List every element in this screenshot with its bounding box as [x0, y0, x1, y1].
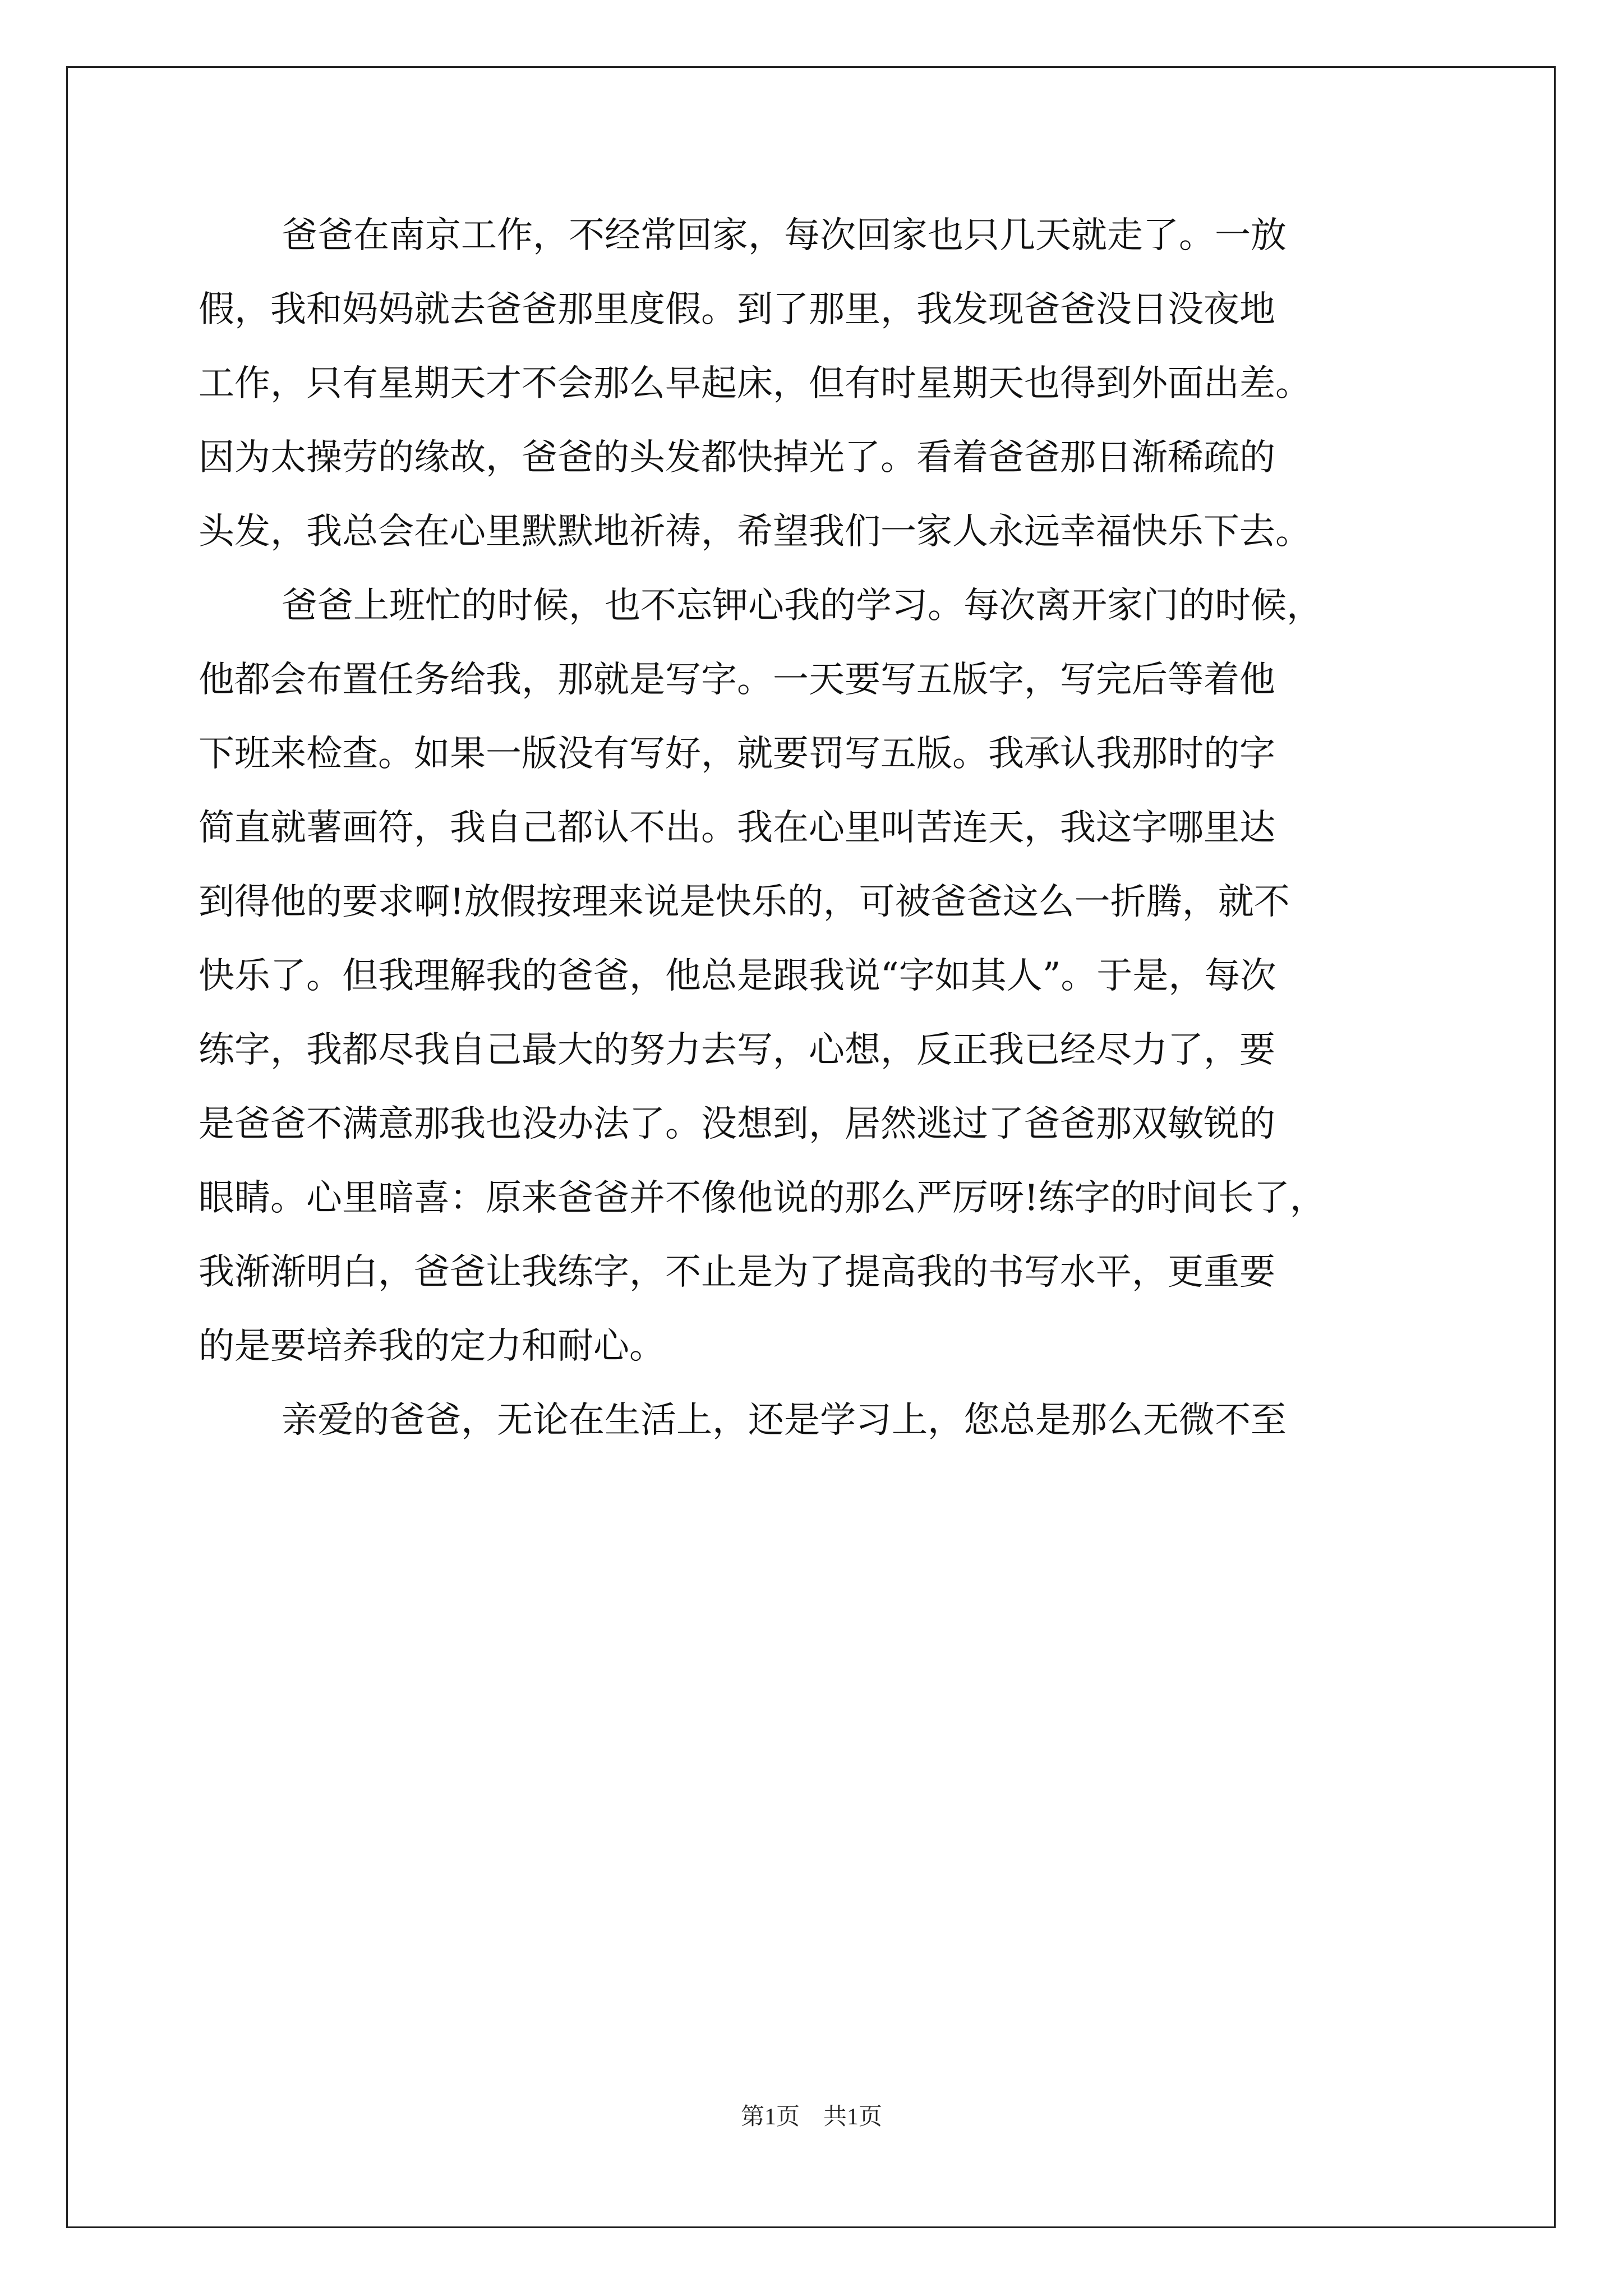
paragraph-1-line-4: 因为太操劳的缘故，爸爸的头发都快掉光了。看着爸爸那日渐稀疏的	[199, 437, 1275, 478]
paragraph-1-line-2: 假，我和妈妈就去爸爸那里度假。到了那里，我发现爸爸没日没夜地	[199, 289, 1275, 330]
paragraph-2-line-4: 简直就薯画符，我自己都认不出。我在心里叫苦连天，我这字哪里达	[199, 807, 1275, 849]
paragraph-2-line-8: 是爸爸不满意那我也没办法了。没想到，居然逃过了爸爸那双敏锐的	[199, 1103, 1275, 1145]
paragraph-3-line-1: 亲爱的爸爸，无论在生活上，还是学习上，您总是那么无微不至	[282, 1400, 1287, 1441]
paragraph-2-line-7: 练字，我都尽我自己最大的努力去写，心想，反正我已经尽力了，要	[199, 1029, 1275, 1071]
paragraph-2-line-10: 我渐渐明白，爸爸让我练字，不止是为了提高我的书写水平，更重要	[199, 1251, 1275, 1293]
paragraph-2-line-2: 他都会布置任务给我，那就是写字。一天要写五版字，写完后等着他	[199, 659, 1275, 701]
page-footer: 第1页 共1页	[740, 2104, 882, 2130]
paragraph-2-line-5: 到得他的要求啊!放假按理来说是快乐的，可被爸爸这么一折腾，就不	[199, 881, 1290, 923]
paragraph-1-line-3: 工作，只有星期天才不会那么早起床，但有时星期天也得到外面出差。	[199, 363, 1311, 404]
paragraph-1-line-5: 头发，我总会在心里默默地祈祷，希望我们一家人永远幸福快乐下去。	[199, 511, 1311, 553]
paragraph-2-line-9: 眼睛。心里暗喜：原来爸爸并不像他说的那么严厉呀!练字的时间长了，	[199, 1177, 1326, 1219]
paragraph-1-line-1: 爸爸在南京工作，不经常回家，每次回家也只几天就走了。一放	[282, 215, 1287, 256]
paragraph-2-line-6: 快乐了。但我理解我的爸爸，他总是跟我说“字如其人”。于是，每次	[199, 955, 1276, 997]
paragraph-2-line-11: 的是要培养我的定力和耐心。	[199, 1326, 665, 1367]
paragraph-2-line-3: 下班来检查。如果一版没有写好，就要罚写五版。我承认我那时的字	[199, 733, 1275, 775]
paragraph-2-line-1: 爸爸上班忙的时候，也不忘钾心我的学习。每次离开家门的时候，	[282, 585, 1322, 627]
